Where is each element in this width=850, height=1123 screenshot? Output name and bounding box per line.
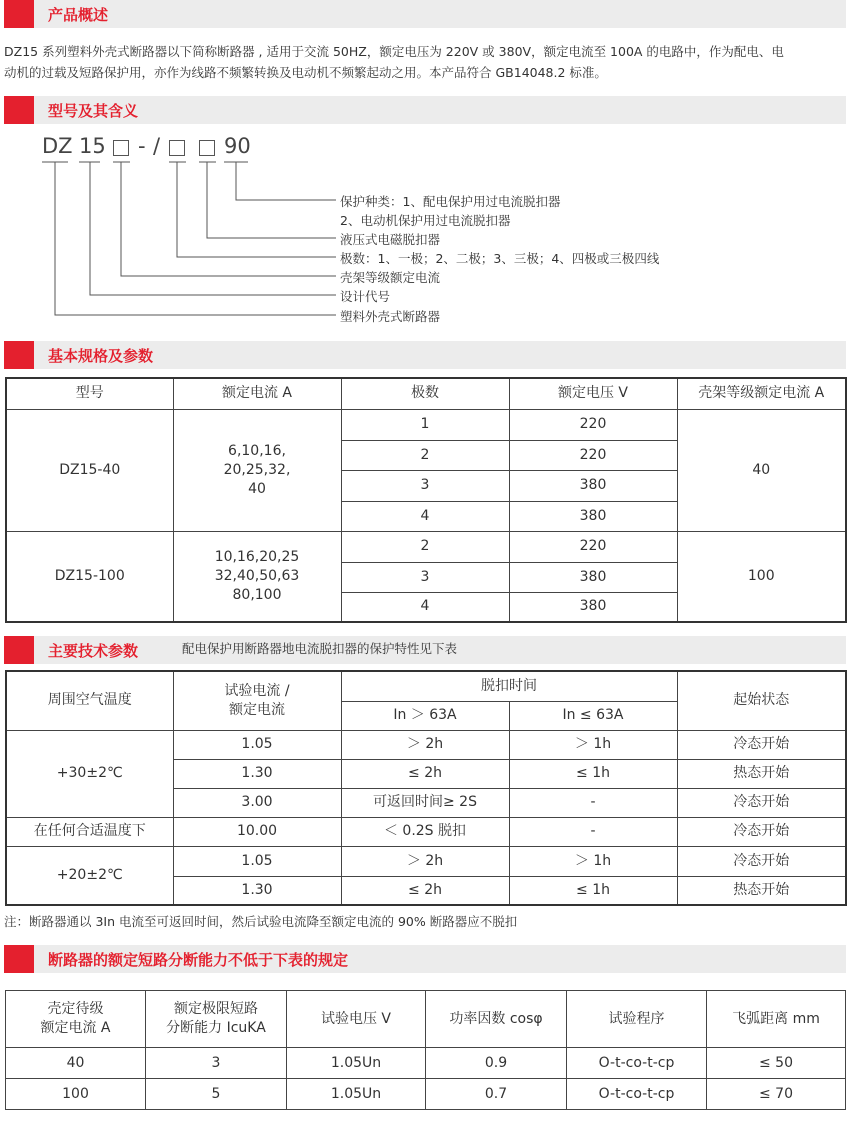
section-title: 型号及其含义	[48, 102, 139, 120]
header-cell: 额定电流 A	[173, 378, 341, 409]
header-line: 额定极限短路	[174, 1001, 258, 1017]
trip-gt-cell: ＞ 2h	[341, 846, 509, 876]
section-title: 产品概述	[48, 6, 109, 24]
trip-le-cell: ＞ 1h	[509, 846, 677, 876]
model-cell: DZ15-100	[6, 531, 173, 622]
header-cell: 试验程序	[567, 991, 707, 1048]
state-cell: 冷态开始	[677, 846, 846, 876]
model-cell: DZ15-40	[6, 409, 173, 531]
header-in-le-63: In ≤ 63A	[509, 701, 677, 730]
table-cell: ≤ 50	[707, 1048, 846, 1079]
section-header-tech	[4, 636, 846, 664]
current-line: 6,10,16,	[228, 442, 286, 459]
table-cell: 1.05Un	[287, 1079, 426, 1110]
rated-current-cell	[173, 409, 341, 531]
header-line: 分断能力 IcuKA	[166, 1020, 266, 1036]
section-title: 主要技术参数	[48, 642, 139, 660]
table-cell: O-t-co-t-cp	[567, 1048, 707, 1079]
header-temperature: 周围空气温度	[6, 671, 173, 730]
voltage-cell: 220	[509, 409, 677, 440]
state-cell: 冷态开始	[677, 788, 846, 817]
trip-le-cell: -	[509, 817, 677, 846]
table-cell: 3	[146, 1048, 287, 1079]
state-cell: 冷态开始	[677, 730, 846, 759]
header-in-gt-63: In ＞ 63A	[341, 701, 509, 730]
voltage-cell: 220	[509, 531, 677, 562]
model-code-15: 15	[79, 134, 106, 158]
header-cell: 功率因数 cosφ	[426, 991, 567, 1048]
current-line: 40	[248, 480, 266, 497]
section-marker	[4, 636, 34, 664]
model-code-diagram	[0, 130, 850, 330]
poles-cell: 3	[341, 470, 509, 501]
header-cell: 壳架等级额定电流 A	[677, 378, 846, 409]
header-line: 额定电流	[229, 701, 285, 718]
model-label-poles: 极数：1、一极；2、二极；3、三极；4、四极或三极四线	[340, 251, 660, 266]
model-label-mccb: 塑料外壳式断路器	[340, 309, 441, 324]
breaking-capacity-table	[5, 990, 846, 1110]
trip-gt-cell: ＞ 2h	[341, 730, 509, 759]
table-cell: ≤ 70	[707, 1079, 846, 1110]
current-line: 80,100	[232, 586, 282, 603]
header-cell: 飞弧距离 mm	[707, 991, 846, 1048]
header-line: 壳定待级	[47, 1001, 104, 1017]
ratio-cell: 1.05	[173, 730, 341, 759]
temp-cell: +20±2℃	[6, 846, 173, 905]
rated-current-cell	[173, 531, 341, 622]
section-header-overview	[4, 0, 846, 28]
trip-le-cell: ≤ 1h	[509, 876, 677, 905]
ratio-cell: 1.05	[173, 846, 341, 876]
trip-gt-cell: ≤ 2h	[341, 759, 509, 788]
model-code-90: 90	[224, 134, 251, 158]
header-cell	[146, 991, 287, 1048]
model-code-slash: /	[153, 134, 161, 158]
temp-cell: 在任何合适温度下	[6, 817, 173, 846]
header-cell	[6, 991, 146, 1048]
table-cell: 40	[6, 1048, 146, 1079]
trip-gt-cell: ＜ 0.2S 脱扣	[341, 817, 509, 846]
section-title: 基本规格及参数	[48, 347, 154, 365]
section-marker	[4, 96, 34, 124]
ratio-cell: 1.30	[173, 876, 341, 905]
section-title: 断路器的额定短路分断能力不低于下表的规定	[48, 951, 349, 969]
voltage-cell: 380	[509, 592, 677, 622]
voltage-cell: 380	[509, 501, 677, 531]
trip-le-cell: -	[509, 788, 677, 817]
voltage-cell: 380	[509, 562, 677, 592]
model-label-protection: 保护种类：1、配电保护用过电流脱扣器	[340, 194, 561, 209]
overview-paragraph	[4, 41, 846, 83]
table-cell: O-t-co-t-cp	[567, 1079, 707, 1110]
poles-cell: 4	[341, 592, 509, 622]
model-label-frame-current: 壳架等级额定电流	[340, 270, 441, 285]
state-cell: 冷态开始	[677, 817, 846, 846]
section-marker	[4, 0, 34, 28]
frame-current-cell: 100	[677, 531, 846, 622]
overview-line-2: 动机的过载及短路保护用，亦作为线路不频繁转换及电动机不频繁起动之用。本产品符合 GB14048.2 标准。	[4, 65, 607, 80]
overview-line-1: DZ15 系列塑料外壳式断路器以下简称断路器 , 适用于交流 50HZ，额定电压为 220V 或 380V，额定电流至 100A 的电路中，作为配电、电	[4, 44, 784, 59]
section-note: 配电保护用断路器地电流脱扣器的保护特性见下表	[182, 641, 458, 656]
trip-le-cell: ＞ 1h	[509, 730, 677, 759]
ratio-cell: 10.00	[173, 817, 341, 846]
ratio-cell: 3.00	[173, 788, 341, 817]
header-cell: 试验电压 V	[287, 991, 426, 1048]
header-cell: 额定电压 V	[509, 378, 677, 409]
ratio-cell: 1.30	[173, 759, 341, 788]
model-code-dz: DZ	[42, 134, 73, 158]
current-line: 10,16,20,25	[214, 548, 300, 565]
model-code-dash: -	[138, 134, 146, 158]
section-header-breaking	[4, 945, 846, 973]
current-line: 20,25,32,	[223, 461, 291, 478]
model-label-motion: 2、电动机保护用过电流脱扣器	[340, 213, 511, 228]
table-cell: 0.7	[426, 1079, 567, 1110]
trip-gt-cell: ≤ 2h	[341, 876, 509, 905]
table-cell: 100	[6, 1079, 146, 1110]
trip-gt-cell: 可返回时间≥ 2S	[341, 788, 509, 817]
model-label-design-code: 设计代号	[340, 289, 391, 304]
table-cell: 0.9	[426, 1048, 567, 1079]
section-marker	[4, 341, 34, 369]
voltage-cell: 220	[509, 440, 677, 470]
table-cell: 5	[146, 1079, 287, 1110]
header-line: 试验电流 /	[224, 682, 290, 699]
header-cell: 极数	[341, 378, 509, 409]
section-header-basic	[4, 341, 846, 369]
poles-cell: 3	[341, 562, 509, 592]
model-label-hydraulic: 液压式电磁脱扣器	[340, 232, 441, 247]
table-cell: 1.05Un	[287, 1048, 426, 1079]
section-marker	[4, 945, 34, 973]
poles-cell: 1	[341, 409, 509, 440]
state-cell: 热态开始	[677, 876, 846, 905]
header-line: 额定电流 A	[40, 1020, 111, 1036]
frame-current-cell: 40	[677, 409, 846, 531]
tech-note: 注：断路器通以 3In 电流至可返回时间，然后试验电流降至额定电流的 90% 断路器应不脱扣	[4, 914, 518, 929]
poles-cell: 2	[341, 531, 509, 562]
header-cell: 型号	[6, 378, 173, 409]
trip-le-cell: ≤ 1h	[509, 759, 677, 788]
temp-cell: +30±2℃	[6, 730, 173, 817]
current-line: 32,40,50,63	[214, 567, 300, 584]
header-start-state: 起始状态	[677, 671, 846, 730]
header-test-current	[173, 671, 341, 730]
tech-param-table	[5, 670, 847, 906]
basic-spec-table	[5, 377, 847, 623]
poles-cell: 4	[341, 501, 509, 531]
state-cell: 热态开始	[677, 759, 846, 788]
voltage-cell: 380	[509, 470, 677, 501]
poles-cell: 2	[341, 440, 509, 470]
section-header-model	[4, 96, 846, 124]
header-trip-time: 脱扣时间	[341, 671, 677, 701]
